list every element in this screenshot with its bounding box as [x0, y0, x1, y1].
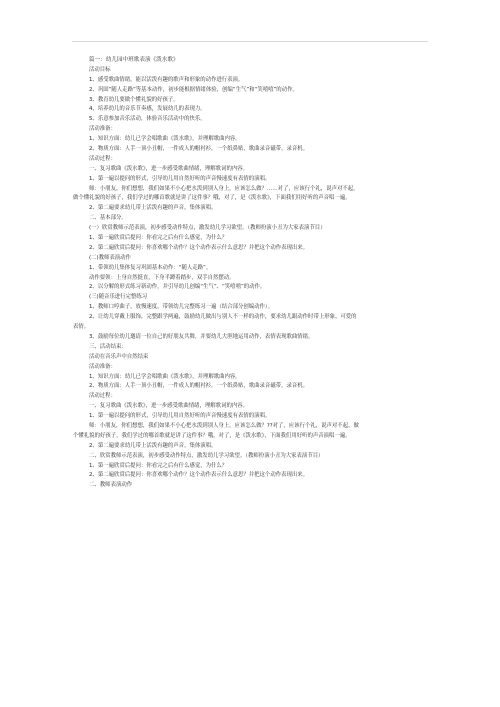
text-line: 活动在音乐声中自然结束	[89, 353, 149, 360]
text-line: 1、第一遍欣赏后提问：你看完之后有什么感觉，为什么？	[89, 235, 228, 242]
text-line: 2、以分解的形式练习新动作，并引导幼儿创编“生气”、“笑嘻嘻”的动作。	[89, 284, 266, 291]
text-line: 二、基本部分。	[89, 215, 127, 222]
document-title: 篇一：幼儿园中班歌表演《泼水歌》	[89, 57, 179, 63]
text-line: 活动目标	[89, 66, 111, 73]
text-line: 1、第一遍以提问的形式，引导幼儿用自然好听的声音慢速度有表情的演唱。	[89, 175, 271, 182]
text-line: 2、第二遍欣赏后提问：你喜欢哪个动作？这个动作表示什么意思？并把这个动作表现出来。	[89, 472, 309, 479]
text-line: 活动过程：	[89, 393, 116, 400]
text-line: 4、培养幼儿的音乐节奏感，发展幼儿的表现力。	[89, 106, 206, 113]
text-line: 活动准备：	[89, 126, 116, 133]
text-line: 师：小朋友，你们想想，我们如果不小心把水泼到别人身上，应该怎么做？??对了，应该行个礼，说声对不起，做	[89, 422, 359, 429]
text-line: 2、第二遍欣赏后提问：你喜欢哪个动作？这个动作表示什么意思？并把这个动作表现出来。	[89, 244, 309, 251]
text-line: 2、让幼儿穿戴上服饰，完整跟学两遍，鼓励幼儿做出与别人不一样的动作，要求幼儿跟动作时带上形象、可爱的	[89, 314, 357, 321]
text-line: 3、教育幼儿要做个懂礼貌的好孩子。	[89, 96, 179, 103]
text-line: 1、知识方面：幼儿已学会唱歌曲《泼水歌》，并理解歌曲内容。	[89, 136, 241, 143]
text-line: 1、教师口哼曲子，放慢速度，带领幼儿完整练习一遍（结合部分创编动作）。	[89, 304, 274, 311]
text-line: 一、复习歌曲《泼水歌》，进一步感受歌曲情绪，理解歌词的内容。	[89, 165, 249, 172]
text-line: 个懂礼貌的好孩子，我们学过的哪首歌就是讲了这件事？哦，对了，是《泼水歌》，下面我们用好听的声音演唱一遍。	[73, 432, 351, 439]
text-line: 做个懂礼貌的好孩子，我们学过的哪首歌就是讲了这件事？哦，对了，是《泼水歌》，下面我们用好听的声音唱一遍。	[73, 195, 351, 202]
text-line: 1、第一遍以提问的形式，引导幼儿用自然好听的声音慢速度有表情的演唱。	[89, 413, 271, 420]
text-line: 1、带领幼儿集体复习巩固基本动作：“随人走路”。	[89, 264, 212, 271]
text-line: 二、教师表演动作	[89, 482, 133, 489]
text-line: 三、活动结束：	[89, 343, 127, 350]
text-line: 活动过程：	[89, 155, 116, 162]
text-line: 3、鼓励每位幼儿邀请一位自己的好朋友共舞，并要幼儿大胆地运用动作，表情表现歌曲情绪。	[89, 333, 314, 340]
text-line: 二、欣赏教师示范表演，初步感受动作特点，激发幼儿学习欲望。（教师扮演小丑为大家表演节目）	[89, 452, 324, 459]
text-line: 5、乐意参加音乐活动，体验音乐活动中的快乐。	[89, 116, 206, 123]
text-line: 2、第二遍要求幼儿带上活泼有趣的声音，集体演唱。	[89, 442, 217, 449]
text-line: 一、复习歌曲《泼水歌》，进一步感受歌曲情绪，理解歌词的内容。	[89, 403, 249, 410]
text-line: (二)教师表演动作	[89, 254, 131, 261]
text-line: 师：小朋友，你们想想，我们如果不小心把水泼到别人身上，应该怎么做？……对了，应该行个礼，说声对不起，	[89, 185, 359, 192]
text-line: (三)随音乐进行完整练习	[89, 294, 148, 301]
text-line: 表情。	[73, 324, 90, 331]
document-body	[73, 56, 428, 491]
text-line: (一）欣赏教师示范表演，初步感受动作特点，激发幼儿学习欲望。（教师扮演小丑为大家表演节目）	[89, 225, 326, 232]
text-line: 活动准备：	[89, 363, 116, 370]
text-line: 2、第二遍要求幼儿带上活泼有趣的声音，集体演唱。	[89, 205, 217, 212]
text-line: 1、感受歌曲情绪，能以活泼有趣的歌声和形象的动作进行表演。	[89, 76, 244, 83]
text-line: 2、巩固“随人走路”等基本动作，初步能根据情绪体验，创编“生气”和“笑嘻嘻”的动作。	[89, 86, 298, 93]
text-line: 1、知识方面：幼儿已学会唱歌曲《泼水歌》，并理解歌曲内容。	[89, 373, 241, 380]
text-line: 1、第一遍欣赏后提问：你看完之后有什么感觉，为什么？	[89, 462, 228, 469]
text-line: 2、物质方面：人手一顶小丑帽，一件成人的帽衬衫，一个纸鼻贴，歌曲录音磁带，录音机。	[89, 146, 309, 153]
text-line: 2、物质方面：人手一顶小丑帽，一件成人的帽衬衫，一个纸鼻贴，歌曲录音磁带，录音机。	[89, 383, 309, 390]
text-line: 动作要领：上身自然挺直，下身半蹲着踏步，双手自然摆动。	[89, 274, 235, 281]
header-rule	[72, 41, 428, 42]
